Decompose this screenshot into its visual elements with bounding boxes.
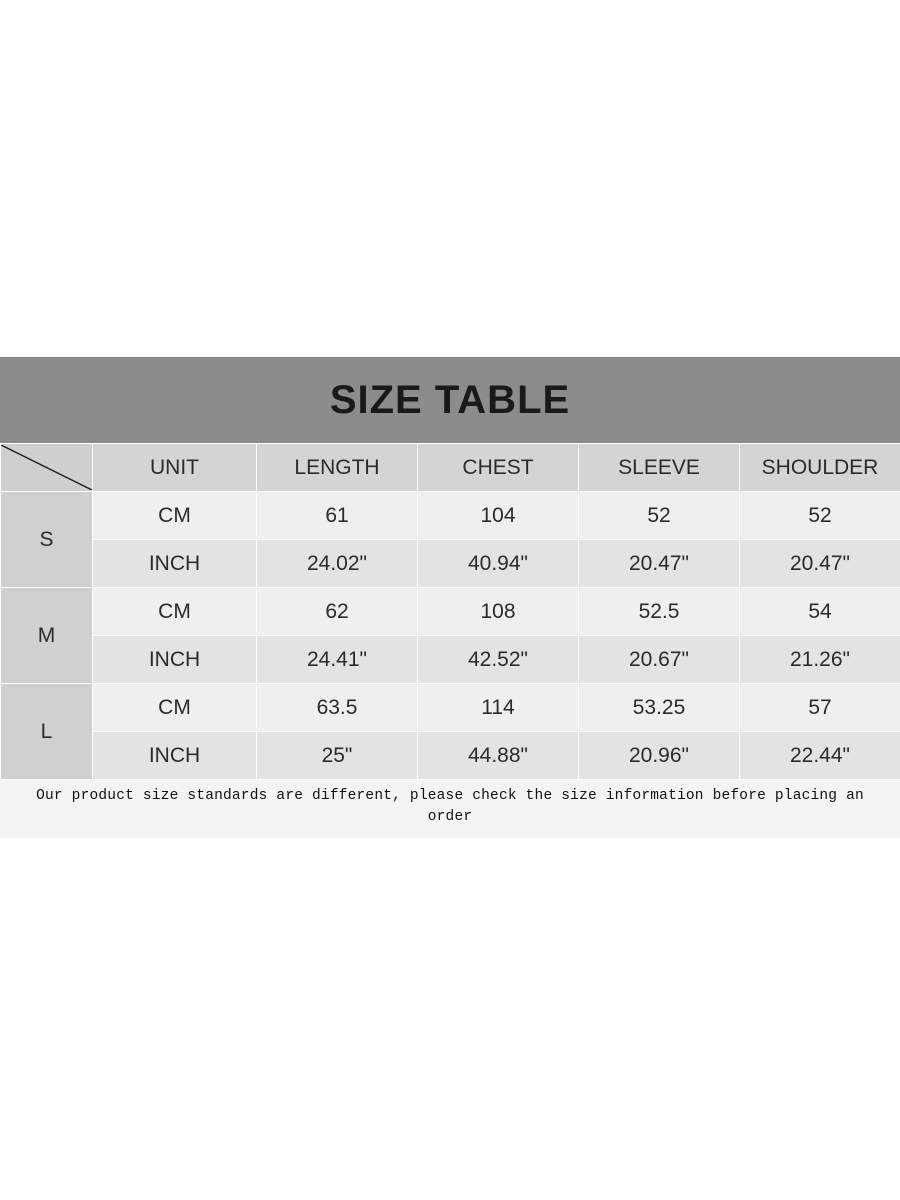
value-chest: 42.52" xyxy=(418,636,579,684)
value-length: 25" xyxy=(257,732,418,780)
column-header-chest: CHEST xyxy=(418,444,579,492)
value-chest: 104 xyxy=(418,492,579,540)
value-shoulder: 20.47" xyxy=(740,540,900,588)
column-header-unit: UNIT xyxy=(93,444,257,492)
value-length: 63.5 xyxy=(257,684,418,732)
value-shoulder: 22.44" xyxy=(740,732,900,780)
value-chest: 114 xyxy=(418,684,579,732)
value-sleeve: 20.47" xyxy=(579,540,740,588)
table-row xyxy=(1,492,900,540)
value-sleeve: 53.25 xyxy=(579,684,740,732)
table-row xyxy=(1,540,900,588)
value-chest: 108 xyxy=(418,588,579,636)
value-sleeve: 20.96" xyxy=(579,732,740,780)
size-label-l: L xyxy=(1,684,93,780)
size-chart xyxy=(0,357,900,838)
size-label-m: M xyxy=(1,588,93,684)
table-header-row xyxy=(1,444,900,492)
unit-cell: INCH xyxy=(93,732,257,780)
value-sleeve: 20.67" xyxy=(579,636,740,684)
value-shoulder: 57 xyxy=(740,684,900,732)
diagonal-corner-cell xyxy=(1,444,93,492)
unit-cell: INCH xyxy=(93,636,257,684)
value-shoulder: 54 xyxy=(740,588,900,636)
size-chart-title-bar xyxy=(0,357,900,443)
table-row xyxy=(1,732,900,780)
value-sleeve: 52 xyxy=(579,492,740,540)
table-row xyxy=(1,636,900,684)
size-table xyxy=(0,443,900,780)
column-header-sleeve: SLEEVE xyxy=(579,444,740,492)
value-chest: 40.94" xyxy=(418,540,579,588)
page-title: SIZE TABLE xyxy=(329,377,571,422)
size-note: Our product size standards are different, please check the size information before placing an order xyxy=(0,780,900,838)
size-label-s: S xyxy=(1,492,93,588)
table-row xyxy=(1,588,900,636)
column-header-shoulder: SHOULDER xyxy=(740,444,900,492)
value-shoulder: 52 xyxy=(740,492,900,540)
unit-cell: CM xyxy=(93,492,257,540)
unit-cell: INCH xyxy=(93,540,257,588)
value-shoulder: 21.26" xyxy=(740,636,900,684)
value-sleeve: 52.5 xyxy=(579,588,740,636)
unit-cell: CM xyxy=(93,684,257,732)
table-row xyxy=(1,684,900,732)
value-length: 24.41" xyxy=(257,636,418,684)
value-length: 24.02" xyxy=(257,540,418,588)
value-chest: 44.88" xyxy=(418,732,579,780)
value-length: 62 xyxy=(257,588,418,636)
column-header-length: LENGTH xyxy=(257,444,418,492)
diagonal-line-icon xyxy=(1,445,92,490)
unit-cell: CM xyxy=(93,588,257,636)
value-length: 61 xyxy=(257,492,418,540)
